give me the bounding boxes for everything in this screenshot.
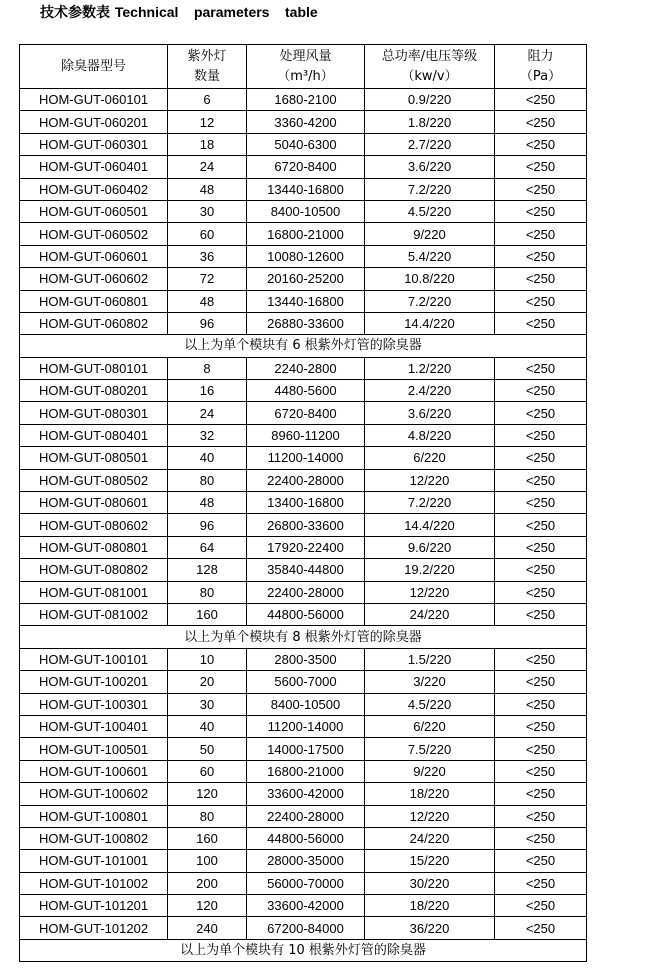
uv-count-cell: 160: [168, 603, 247, 625]
model-cell: HOM-GUT-100401: [20, 715, 168, 737]
header-resistance: 阻力 （Pa）: [495, 45, 587, 89]
power-cell: 6/220: [365, 447, 495, 469]
table-row: [20, 447, 587, 469]
power-cell: 10.8/220: [365, 268, 495, 290]
airflow-cell: 8960-11200: [247, 424, 365, 446]
resistance-cell: <250: [495, 268, 587, 290]
airflow-cell: 2800-3500: [247, 648, 365, 670]
power-cell: 2.4/220: [365, 380, 495, 402]
uv-count-cell: 80: [168, 805, 247, 827]
power-cell: 36/220: [365, 917, 495, 939]
resistance-cell: <250: [495, 492, 587, 514]
model-cell: HOM-GUT-100601: [20, 760, 168, 782]
power-cell: 12/220: [365, 469, 495, 491]
table-row: [20, 581, 587, 603]
power-cell: 24/220: [365, 827, 495, 849]
title-en: Technical parameters table: [114, 4, 318, 20]
model-cell: HOM-GUT-060502: [20, 223, 168, 245]
power-cell: 15/220: [365, 850, 495, 872]
resistance-cell: <250: [495, 178, 587, 200]
model-cell: HOM-GUT-060301: [20, 133, 168, 155]
group-note: 以上为单个模块有 6 根紫外灯管的除臭器: [20, 335, 587, 357]
resistance-cell: <250: [495, 514, 587, 536]
uv-count-cell: 60: [168, 223, 247, 245]
table-row: [20, 872, 587, 894]
group-note: 以上为单个模块有 8 根紫外灯管的除臭器: [20, 626, 587, 648]
group-note-row: [20, 626, 587, 648]
table-row: [20, 715, 587, 737]
table-row: [20, 380, 587, 402]
airflow-cell: 14000-17500: [247, 738, 365, 760]
power-cell: 9/220: [365, 760, 495, 782]
model-cell: HOM-GUT-080201: [20, 380, 168, 402]
resistance-cell: <250: [495, 805, 587, 827]
uv-count-cell: 50: [168, 738, 247, 760]
uv-count-cell: 160: [168, 827, 247, 849]
table-row: [20, 469, 587, 491]
power-cell: 12/220: [365, 581, 495, 603]
uv-count-cell: 24: [168, 156, 247, 178]
uv-count-cell: 96: [168, 514, 247, 536]
group-note: 以上为单个模块有 10 根紫外灯管的除臭器: [20, 939, 587, 961]
model-cell: HOM-GUT-100301: [20, 693, 168, 715]
table-row: [20, 156, 587, 178]
resistance-cell: <250: [495, 693, 587, 715]
power-cell: 4.5/220: [365, 200, 495, 222]
power-cell: 4.8/220: [365, 424, 495, 446]
table-row: [20, 245, 587, 267]
table-row: [20, 671, 587, 693]
airflow-cell: 11200-14000: [247, 447, 365, 469]
airflow-cell: 3360-4200: [247, 111, 365, 133]
table-row: [20, 603, 587, 625]
resistance-cell: <250: [495, 648, 587, 670]
table-row: [20, 760, 587, 782]
uv-count-cell: 30: [168, 693, 247, 715]
resistance-cell: <250: [495, 872, 587, 894]
airflow-cell: 44800-56000: [247, 827, 365, 849]
table-row: [20, 402, 587, 424]
uv-count-cell: 128: [168, 559, 247, 581]
airflow-cell: 16800-21000: [247, 760, 365, 782]
airflow-cell: 11200-14000: [247, 715, 365, 737]
resistance-cell: <250: [495, 380, 587, 402]
airflow-cell: 5600-7000: [247, 671, 365, 693]
resistance-cell: <250: [495, 447, 587, 469]
resistance-cell: <250: [495, 133, 587, 155]
uv-count-cell: 48: [168, 178, 247, 200]
airflow-cell: 13440-16800: [247, 178, 365, 200]
header-power: 总功率/电压等级 （kw/v）: [365, 45, 495, 89]
model-cell: HOM-GUT-080502: [20, 469, 168, 491]
power-cell: 14.4/220: [365, 312, 495, 334]
uv-count-cell: 40: [168, 447, 247, 469]
airflow-cell: 8400-10500: [247, 693, 365, 715]
power-cell: 3.6/220: [365, 156, 495, 178]
airflow-cell: 20160-25200: [247, 268, 365, 290]
resistance-cell: <250: [495, 760, 587, 782]
table-row: [20, 648, 587, 670]
resistance-cell: <250: [495, 895, 587, 917]
resistance-cell: <250: [495, 559, 587, 581]
airflow-cell: 33600-42000: [247, 895, 365, 917]
model-cell: HOM-GUT-060101: [20, 89, 168, 111]
uv-count-cell: 6: [168, 89, 247, 111]
table-row: [20, 693, 587, 715]
airflow-cell: 67200-84000: [247, 917, 365, 939]
parameters-table: [19, 44, 587, 962]
table-row: [20, 895, 587, 917]
power-cell: 5.4/220: [365, 245, 495, 267]
resistance-cell: <250: [495, 581, 587, 603]
power-cell: 18/220: [365, 783, 495, 805]
airflow-cell: 28000-35000: [247, 850, 365, 872]
resistance-cell: <250: [495, 603, 587, 625]
model-cell: HOM-GUT-060401: [20, 156, 168, 178]
table-row: [20, 223, 587, 245]
power-cell: 7.2/220: [365, 290, 495, 312]
uv-count-cell: 30: [168, 200, 247, 222]
resistance-cell: <250: [495, 536, 587, 558]
header-uv-count: 紫外灯 数量: [168, 45, 247, 89]
power-cell: 7.2/220: [365, 492, 495, 514]
page-title: [40, 2, 318, 22]
power-cell: 1.5/220: [365, 648, 495, 670]
model-cell: HOM-GUT-080301: [20, 402, 168, 424]
table-row: [20, 738, 587, 760]
airflow-cell: 26800-33600: [247, 514, 365, 536]
model-cell: HOM-GUT-060501: [20, 200, 168, 222]
uv-count-cell: 36: [168, 245, 247, 267]
model-cell: HOM-GUT-080601: [20, 492, 168, 514]
uv-count-cell: 100: [168, 850, 247, 872]
table-row: [20, 89, 587, 111]
table-row: [20, 805, 587, 827]
power-cell: 9/220: [365, 223, 495, 245]
airflow-cell: 33600-42000: [247, 783, 365, 805]
airflow-cell: 6720-8400: [247, 402, 365, 424]
header-row: [20, 45, 587, 89]
resistance-cell: <250: [495, 312, 587, 334]
group-note-row: [20, 939, 587, 961]
table-row: [20, 850, 587, 872]
uv-count-cell: 12: [168, 111, 247, 133]
group-note-row: [20, 335, 587, 357]
table-row: [20, 514, 587, 536]
uv-count-cell: 60: [168, 760, 247, 782]
resistance-cell: <250: [495, 424, 587, 446]
model-cell: HOM-GUT-080501: [20, 447, 168, 469]
power-cell: 1.2/220: [365, 357, 495, 379]
airflow-cell: 4480-5600: [247, 380, 365, 402]
table-row: [20, 536, 587, 558]
airflow-cell: 6720-8400: [247, 156, 365, 178]
table-row: [20, 424, 587, 446]
header-model: 除臭器型号: [20, 45, 168, 89]
airflow-cell: 56000-70000: [247, 872, 365, 894]
model-cell: HOM-GUT-101002: [20, 872, 168, 894]
airflow-cell: 17920-22400: [247, 536, 365, 558]
airflow-cell: 16800-21000: [247, 223, 365, 245]
uv-count-cell: 240: [168, 917, 247, 939]
uv-count-cell: 24: [168, 402, 247, 424]
model-cell: HOM-GUT-080401: [20, 424, 168, 446]
power-cell: 3.6/220: [365, 402, 495, 424]
model-cell: HOM-GUT-060601: [20, 245, 168, 267]
airflow-cell: 13400-16800: [247, 492, 365, 514]
uv-count-cell: 80: [168, 581, 247, 603]
airflow-cell: 8400-10500: [247, 200, 365, 222]
uv-count-cell: 10: [168, 648, 247, 670]
resistance-cell: <250: [495, 469, 587, 491]
table-row: [20, 200, 587, 222]
uv-count-cell: 64: [168, 536, 247, 558]
header-airflow: 处理风量 （m³/h）: [247, 45, 365, 89]
airflow-cell: 22400-28000: [247, 581, 365, 603]
model-cell: HOM-GUT-080802: [20, 559, 168, 581]
resistance-cell: <250: [495, 357, 587, 379]
resistance-cell: <250: [495, 671, 587, 693]
power-cell: 2.7/220: [365, 133, 495, 155]
power-cell: 3/220: [365, 671, 495, 693]
power-cell: 0.9/220: [365, 89, 495, 111]
power-cell: 14.4/220: [365, 514, 495, 536]
power-cell: 9.6/220: [365, 536, 495, 558]
resistance-cell: <250: [495, 738, 587, 760]
resistance-cell: <250: [495, 223, 587, 245]
model-cell: HOM-GUT-080801: [20, 536, 168, 558]
airflow-cell: 22400-28000: [247, 805, 365, 827]
uv-count-cell: 16: [168, 380, 247, 402]
resistance-cell: <250: [495, 402, 587, 424]
model-cell: HOM-GUT-060201: [20, 111, 168, 133]
table-row: [20, 559, 587, 581]
airflow-cell: 2240-2800: [247, 357, 365, 379]
table-row: [20, 827, 587, 849]
resistance-cell: <250: [495, 290, 587, 312]
airflow-cell: 10080-12600: [247, 245, 365, 267]
uv-count-cell: 96: [168, 312, 247, 334]
model-cell: HOM-GUT-080101: [20, 357, 168, 379]
table-row: [20, 178, 587, 200]
model-cell: HOM-GUT-101001: [20, 850, 168, 872]
resistance-cell: <250: [495, 156, 587, 178]
table-row: [20, 111, 587, 133]
model-cell: HOM-GUT-081002: [20, 603, 168, 625]
power-cell: 7.2/220: [365, 178, 495, 200]
model-cell: HOM-GUT-100802: [20, 827, 168, 849]
table-row: [20, 917, 587, 939]
model-cell: HOM-GUT-060801: [20, 290, 168, 312]
model-cell: HOM-GUT-100101: [20, 648, 168, 670]
uv-count-cell: 80: [168, 469, 247, 491]
uv-count-cell: 32: [168, 424, 247, 446]
uv-count-cell: 18: [168, 133, 247, 155]
table-row: [20, 357, 587, 379]
table-row: [20, 133, 587, 155]
power-cell: 6/220: [365, 715, 495, 737]
model-cell: HOM-GUT-101201: [20, 895, 168, 917]
model-cell: HOM-GUT-100201: [20, 671, 168, 693]
power-cell: 12/220: [365, 805, 495, 827]
model-cell: HOM-GUT-060802: [20, 312, 168, 334]
uv-count-cell: 48: [168, 492, 247, 514]
uv-count-cell: 72: [168, 268, 247, 290]
table-row: [20, 268, 587, 290]
table-row: [20, 492, 587, 514]
uv-count-cell: 120: [168, 895, 247, 917]
power-cell: 24/220: [365, 603, 495, 625]
airflow-cell: 44800-56000: [247, 603, 365, 625]
uv-count-cell: 8: [168, 357, 247, 379]
resistance-cell: <250: [495, 917, 587, 939]
airflow-cell: 1680-2100: [247, 89, 365, 111]
uv-count-cell: 48: [168, 290, 247, 312]
power-cell: 30/220: [365, 872, 495, 894]
airflow-cell: 35840-44800: [247, 559, 365, 581]
model-cell: HOM-GUT-080602: [20, 514, 168, 536]
model-cell: HOM-GUT-101202: [20, 917, 168, 939]
power-cell: 7.5/220: [365, 738, 495, 760]
table-row: [20, 783, 587, 805]
power-cell: 4.5/220: [365, 693, 495, 715]
resistance-cell: <250: [495, 850, 587, 872]
resistance-cell: <250: [495, 111, 587, 133]
model-cell: HOM-GUT-060402: [20, 178, 168, 200]
uv-count-cell: 120: [168, 783, 247, 805]
title-cn: 技术参数表: [40, 5, 110, 21]
resistance-cell: <250: [495, 783, 587, 805]
resistance-cell: <250: [495, 715, 587, 737]
airflow-cell: 5040-6300: [247, 133, 365, 155]
airflow-cell: 13440-16800: [247, 290, 365, 312]
resistance-cell: <250: [495, 200, 587, 222]
uv-count-cell: 40: [168, 715, 247, 737]
uv-count-cell: 20: [168, 671, 247, 693]
table-row: [20, 290, 587, 312]
model-cell: HOM-GUT-100501: [20, 738, 168, 760]
resistance-cell: <250: [495, 245, 587, 267]
resistance-cell: <250: [495, 827, 587, 849]
airflow-cell: 22400-28000: [247, 469, 365, 491]
model-cell: HOM-GUT-100602: [20, 783, 168, 805]
model-cell: HOM-GUT-060602: [20, 268, 168, 290]
table-row: [20, 312, 587, 334]
power-cell: 1.8/220: [365, 111, 495, 133]
table-body: [20, 89, 587, 962]
power-cell: 18/220: [365, 895, 495, 917]
model-cell: HOM-GUT-100801: [20, 805, 168, 827]
airflow-cell: 26880-33600: [247, 312, 365, 334]
model-cell: HOM-GUT-081001: [20, 581, 168, 603]
uv-count-cell: 200: [168, 872, 247, 894]
resistance-cell: <250: [495, 89, 587, 111]
power-cell: 19.2/220: [365, 559, 495, 581]
